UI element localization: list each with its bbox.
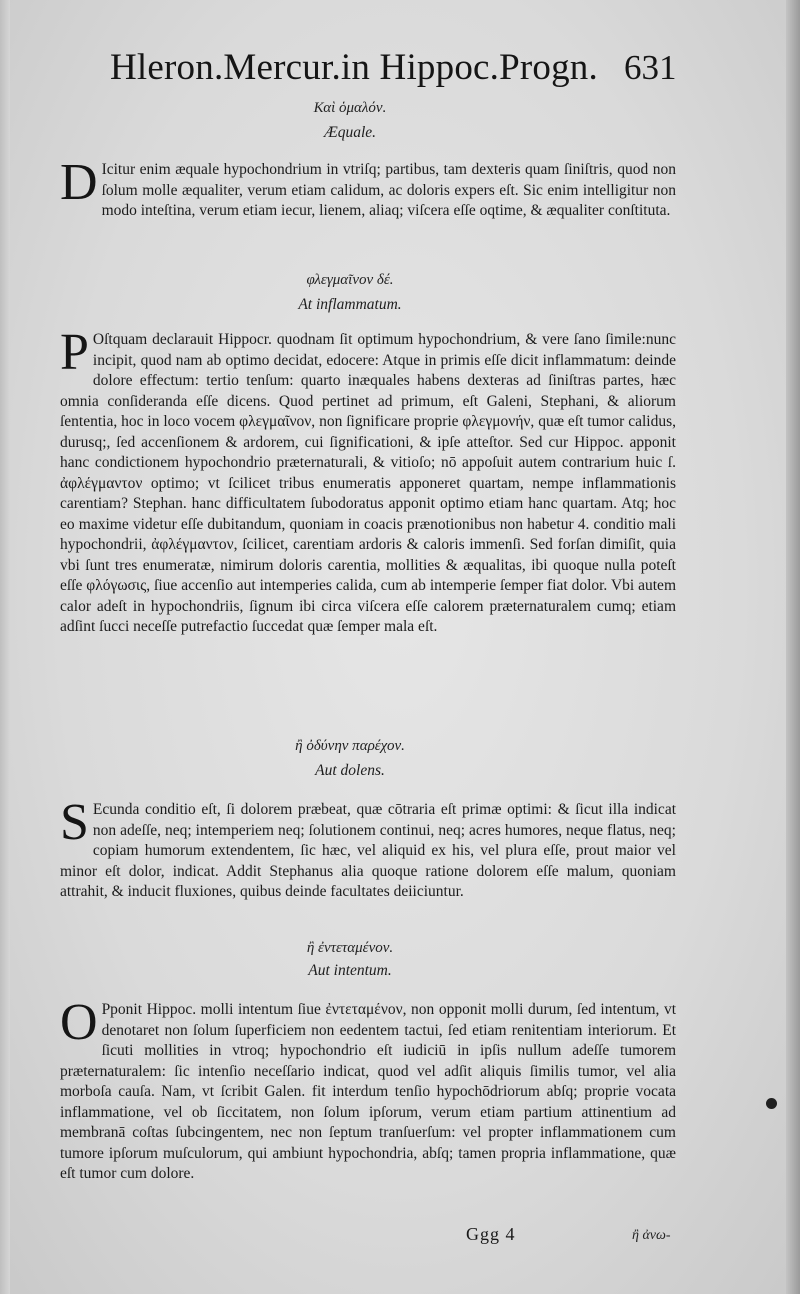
greek-lemma-2: φλεγμαῖνον δέ.	[306, 272, 394, 288]
ink-blot	[766, 1098, 777, 1109]
running-title: Hleron.Mercur.in Hippoc.Progn.	[110, 47, 598, 88]
latin-lemma-2: At inflammatum.	[298, 296, 402, 313]
latin-lemma-4: Aut intentum.	[308, 962, 392, 979]
page-number: 631	[624, 48, 677, 87]
greek-lemma-3: ἢ ὀδύνην παρέχον.	[295, 738, 405, 754]
commentary-paragraph-1	[60, 154, 676, 222]
paragraph-text-2: Oſtquam declarauit Hippocr. quodnam ſit optimum hypochondrium, & vere ſano ſimile:nunc incipit, quod nam ab optimo decidat, edocere: Atque in primis eſſe dicit inflammatum: deinde dolore effectum: tertio tenſum: quarto inæquales habens dexteras ad ſiniſtras partes, hæc omnia conſideranda eſſe dicens. Quod pertinet ad primum, eſt Galeni, Stephani, & aliorum ſententia, hoc in loco vocem φλεγμαῖνον, non ſignificare proprie φλεγμονήν, quæ eſt tumor calidus, durusq;, ſed accenſionem & ardorem, cui ſignificationi, & ipſe atteſtor. Sed cur Hippoc. apponit hanc condictionem hypochondrio præternaturali, & vitioſo; nō appoſuit autem contrarium huic ſ. ἀφλέγμαντον optimo; vt ſcilicet tribus enumeratis apponeret quartam, nempe inflammationis carentiam? Stephan. hanc difficultatem ſubodoratus apponit optimo etiam hanc quartam. Atq; hoc eo maxime videtur eſſe dubitandum, quoniam in coacis prænotionibus non habetur 4. conditio mali hypochondrii, ἀφλέγμαντον, ſcilicet, carentiam ardoris & caloris immenſi. Sed forſan dimiſit, quia vbi ſunt tres enumeratæ, nimirum doloris carentia, mollities & æqualitas, ibi quoque nulla poteſt eſſe φλόγωσις, ſiue accenſio aut intemperies calida, cum ab intemperie ſemper fiat dolor. Vbi autem calor adeſt in hypochondriis, ſignum ibi circa viſcera eſſe calorem præternaturalem cumq; etiam adſint ſucci neceſſe putrefactio ſuccedat quæ ſemper mala eſt.	[60, 331, 676, 635]
drop-capital-1: D	[60, 154, 98, 211]
commentary-paragraph-2	[60, 324, 676, 638]
signature-mark: Ggg 4	[466, 1224, 516, 1244]
latin-lemma-3: Aut dolens.	[315, 762, 385, 779]
paragraph-text-3: Ecunda conditio eſt, ſi dolorem præbeat, quæ cōtraria eſt primæ optimi: & ſicut illa indicat non adeſſe, neq; intemperiem neq; ſolutionem continui, neq; acres humores, neque flatus, neq; copiam humorum extendentem, ſic hæc, vel aliquid ex his, vel plura eſſe, prout maior vel minor eſt dolor, indicat. Addit Stephanus alia quoque ratione dolorem eſſe malum, quoniam attrahit, & inducit fluxiones, quibus deinde facultates deiiciuntur.	[60, 801, 676, 900]
greek-lemma-1: Καὶ ὁμαλόν.	[313, 100, 387, 116]
catchword: ἢ ἀνω-	[632, 1228, 671, 1243]
drop-capital-2: P	[60, 324, 89, 381]
drop-capital-4: O	[60, 994, 98, 1051]
page-gutter-shadow	[0, 0, 10, 1294]
greek-lemma-4: ἢ ἐντεταμένον.	[306, 940, 394, 956]
drop-capital-3: S	[60, 794, 89, 851]
paragraph-text-1: Icitur enim æquale hypochondrium in vtriſq; partibus, tam dexteris quam ſiniſtris, quod non ſolum molle æqualiter, verum etiam calidum, ac doloris expers eſt. Sic enim intelligitur non modo inteſtina, verum etiam iecur, lienem, aliaq; viſcera eſſe oqtime, & æqualiter conſtituta.	[101, 161, 676, 219]
latin-lemma-1: Æquale.	[323, 124, 377, 141]
paragraph-text-4: Pponit Hippoc. molli intentum ſiue ἐντεταμένον, non opponit molli durum, ſed intentum, vt denotaret non ſolum ſuperficiem non eedentem tactui, ſed etiam renitentiam interiorum. Et ſicuti mollities in vtroq; hypochondrio eſt iudiciū in ipſis nullum adeſſe tumorem præternaturalem: ſic intenſio neceſſario indicat, quod vel adſit aliquis ſimilis tumor, vel alia morboſa cauſa. Nam, vt ſcribit Galen. fit interdum tenſio hypochōdriorum abſq; proprie vocata inflammatione, vel ob ſiccitatem, non ſolum ipſorum, verum etiam partium attinentium ad membranā coſtas ſubcingentem, nec non ſeptum tranſuerſum: vel propter inflammationem cum tumore ipſorum muſculorum, qui ambiunt hypochondria, abſq; tamen propria inflammatione, quæ eſt tumor cum dolore.	[60, 1001, 676, 1182]
commentary-paragraph-4	[60, 994, 676, 1185]
commentary-paragraph-3	[60, 794, 676, 903]
page-edge-shadow	[786, 0, 800, 1294]
